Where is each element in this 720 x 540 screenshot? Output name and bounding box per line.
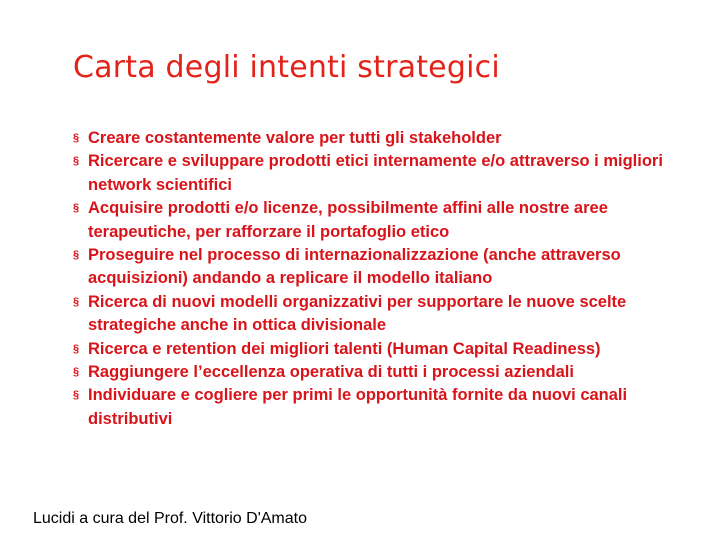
bullet-marker-icon: §: [73, 389, 80, 402]
bullet-marker-icon: §: [73, 295, 80, 308]
slide-title: Carta degli intenti strategici: [73, 50, 500, 85]
bullet-marker-icon: §: [73, 202, 80, 215]
bullet-item: [73, 150, 703, 197]
bullet-item: [73, 127, 703, 150]
bullet-item: [73, 244, 703, 291]
bullet-item: [73, 197, 703, 244]
bullet-item: [73, 338, 703, 361]
bullet-text: Individuare e cogliere per primi le opportunità fornite da nuovi canali distributivi: [88, 386, 628, 428]
bullet-text: Ricercare e sviluppare prodotti etici internamente e/o attraverso i migliori network scientifici: [88, 152, 663, 194]
bullet-item: [73, 384, 703, 431]
bullet-text: Proseguire nel processo di internazionalizzazione (anche attraverso acquisizioni) andando a replicare il modello italiano: [88, 246, 621, 288]
bullet-text: Creare costantemente valore per tutti gli stakeholder: [88, 129, 502, 147]
bullet-text: Raggiungere l’eccellenza operativa di tutti i processi aziendali: [88, 363, 574, 382]
bullet-list: [73, 127, 703, 431]
bullet-marker-icon: §: [73, 155, 80, 168]
bullet-marker-icon: §: [73, 342, 80, 355]
bullet-text: Ricerca e retention dei migliori talenti (Human Capital Readiness): [88, 339, 601, 358]
bullet-marker-icon: §: [73, 132, 80, 144]
bullet-marker-icon: §: [73, 249, 80, 262]
bullet-item: [73, 291, 703, 338]
bullet-item: [73, 361, 703, 384]
bullet-text: Ricerca di nuovi modelli organizzativi per supportare le nuove scelte strategiche anche in ottica divisionale: [88, 292, 627, 335]
footer-credit: Lucidi a cura del Prof. Vittorio D'Amato: [33, 510, 307, 527]
bullet-marker-icon: §: [73, 366, 80, 379]
bullet-text: Acquisire prodotti e/o licenze, possibilmente affini alle nostre aree terapeutiche, per rafforzare il portafoglio etico: [88, 199, 608, 241]
